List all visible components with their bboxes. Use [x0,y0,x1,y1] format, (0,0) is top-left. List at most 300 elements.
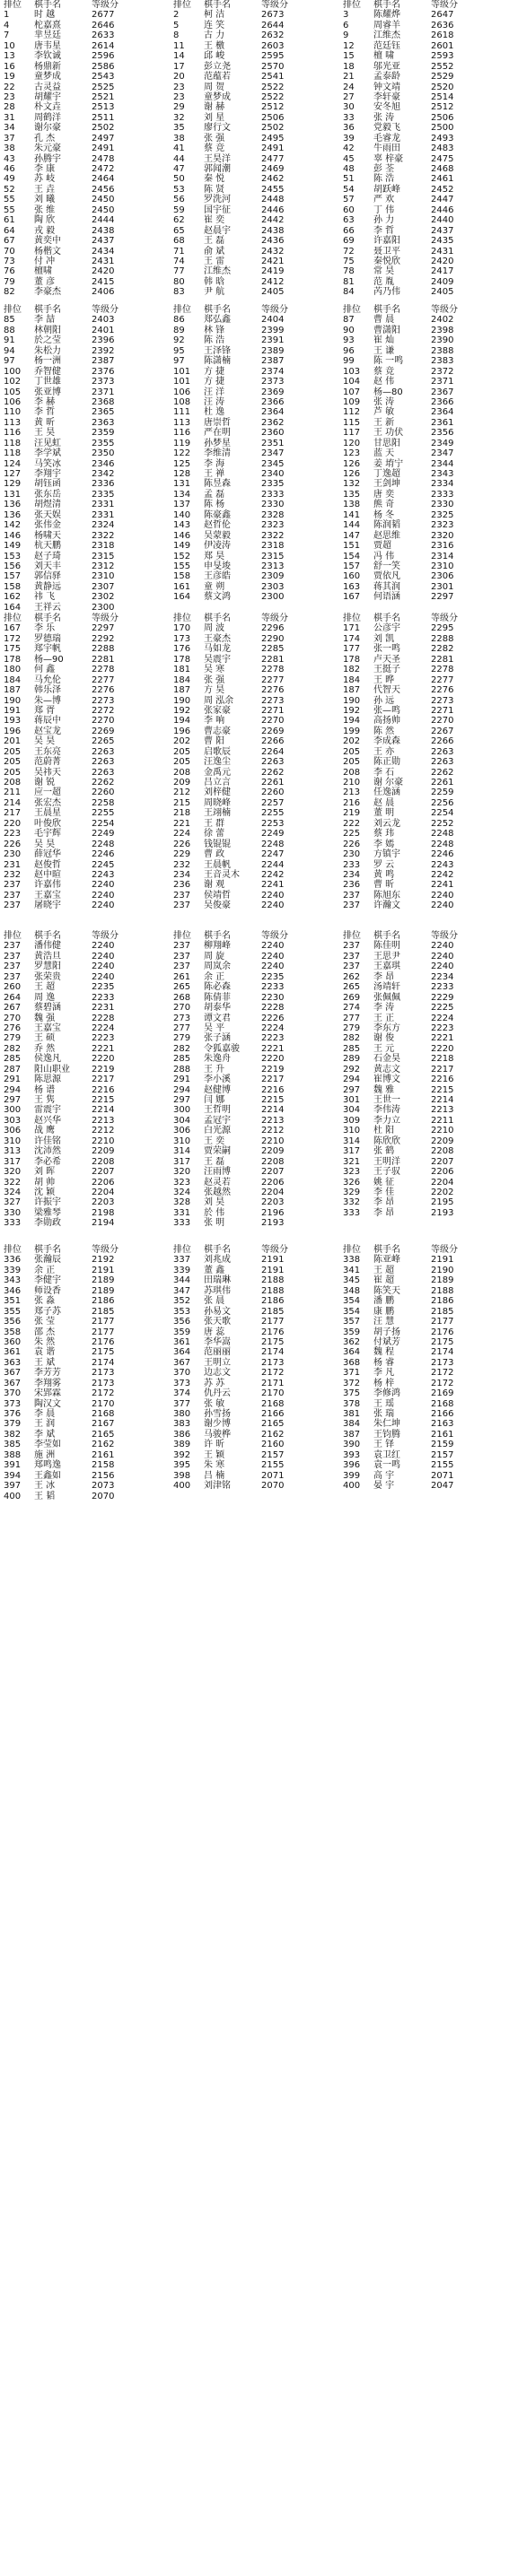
player-name-cell: 黄静远 [34,581,61,592]
rating-cell: 2185 [261,1306,285,1317]
player-row [339,623,509,633]
player-name-cell: 李东方 [373,1023,400,1033]
player-row [0,716,170,726]
rating-cell: 2442 [261,215,285,226]
player-name-cell: 李 哲 [373,225,395,236]
player-row [0,1275,170,1285]
rank-cell: 82 [4,287,15,298]
rating-cell: 2224 [92,1023,115,1033]
player-row [339,592,509,602]
rating-cell: 2167 [92,1419,115,1430]
player-row [339,1208,509,1218]
rank-cell: 97 [4,356,15,367]
rank-cell: 285 [343,1043,361,1054]
player-row [0,377,170,387]
rank-cell: 110 [4,407,22,418]
player-row [339,819,509,829]
rank-cell: 400 [4,1491,22,1501]
rank-cell: 300 [173,1105,191,1116]
player-name-cell: 赵宝龙 [34,726,61,736]
player-name-cell: 吕 楠 [204,1470,225,1481]
rating-cell: 2336 [92,479,115,490]
player-name-cell: 王明立 [204,1357,231,1368]
rating-cell: 2195 [431,1197,454,1208]
rank-cell: 211 [4,788,22,798]
score-header: 等级分 [431,305,458,315]
rating-cell: 2310 [92,571,115,582]
name-header: 棋手名 [34,931,61,941]
rank-cell: 118 [4,448,22,459]
player-row [170,1471,339,1481]
rank-cell: 379 [4,1419,22,1430]
rating-cell: 2196 [261,1207,285,1218]
player-name-cell: 闫 娜 [204,1095,225,1105]
rating-cell: 2491 [92,144,115,154]
score-header: 等级分 [261,0,288,10]
rating-cell: 2177 [431,1317,454,1327]
player-name-cell: 韩乐泽 [34,685,61,696]
rank-cell: 157 [343,561,361,571]
rank-cell: 279 [343,1023,361,1033]
rank-cell: 35 [173,123,185,134]
rating-cell: 2246 [92,849,115,860]
rank-cell: 190 [4,695,22,706]
player-row [0,860,170,870]
rating-cell: 2209 [261,1146,285,1157]
player-name-cell: 刘 曦 [34,195,56,205]
player-row [0,541,170,551]
rating-cell: 2255 [92,808,115,819]
player-row [0,1347,170,1357]
rank-cell: 208 [4,778,22,788]
rank-cell: 15 [343,51,355,62]
rating-cell: 2529 [431,72,454,83]
player-name-cell: 薛冠华 [34,849,61,860]
rating-cell: 2243 [92,869,115,880]
rating-cell: 2172 [431,1378,454,1388]
player-row [170,1337,339,1347]
rating-cell: 2176 [92,1336,115,1347]
player-row [339,367,509,377]
rating-cell: 2228 [92,1013,115,1023]
rank-cell: 119 [173,438,191,448]
rating-cell: 2271 [261,705,285,716]
player-name-cell: 任逸涵 [373,788,400,798]
rank-cell: 33 [343,112,355,123]
rank-cell: 113 [4,417,22,428]
ranking-column [0,305,170,613]
rank-cell: 237 [343,901,361,911]
rank-cell: 229 [173,849,191,860]
rating-cell: 2231 [92,1003,115,1014]
player-name-cell: 王晨帆 [204,859,231,870]
rank-cell: 236 [173,880,191,891]
rating-cell: 2071 [261,1470,285,1481]
rank-cell: 140 [173,509,191,520]
rating-cell: 2225 [431,1003,454,1014]
rating-cell: 2346 [92,458,115,469]
rating-cell: 2242 [431,869,454,880]
rating-cell: 2071 [431,1470,454,1481]
name-header: 棋手名 [34,614,61,623]
rating-cell: 2387 [92,356,115,367]
player-row [0,1208,170,1218]
rank-cell: 100 [4,366,22,377]
player-row [339,266,509,276]
rating-cell: 2512 [261,102,285,113]
player-name-cell: 吴 昊 [34,839,56,849]
rating-cell: 2070 [261,1481,285,1492]
player-row [170,840,339,849]
player-row [170,1358,339,1368]
player-row [0,736,170,746]
rank-cell: 74 [173,256,185,266]
rank-cell: 46 [4,164,15,174]
player-name-cell: 陈笑天 [373,1285,400,1296]
player-name-cell: 陈 一鸣 [373,356,404,367]
rating-cell: 2252 [431,818,454,829]
rating-cell: 2155 [261,1460,285,1471]
rating-cell: 2314 [431,551,454,561]
rating-cell: 2263 [431,746,454,757]
rating-cell: 2234 [431,971,454,982]
rank-cell: 395 [173,1460,191,1471]
player-row [339,257,509,266]
name-header: 棋手名 [204,0,231,10]
rank-cell: 237 [173,962,191,972]
player-name-cell: 范蔚菁 [34,757,61,768]
player-name-cell: 苏琪伟 [204,1285,231,1296]
player-row [339,1296,509,1306]
rank-cell: 21 [343,72,355,83]
player-name-cell: 谢少博 [204,1419,231,1430]
player-row [0,326,170,335]
rank-cell: 173 [173,633,191,644]
player-name-cell: 时 越 [34,10,56,21]
rating-cell: 2211 [431,1115,454,1126]
player-row [170,1023,339,1033]
player-name-cell: 苏 岐 [34,174,56,185]
rating-cell: 2438 [92,225,115,236]
player-row [170,469,339,479]
rating-cell: 2323 [431,520,454,531]
rating-cell: 2223 [92,1033,115,1044]
rating-cell: 2419 [261,266,285,277]
rank-cell: 306 [173,1126,191,1136]
rank-cell: 287 [4,1064,22,1075]
rank-cell: 373 [4,1398,22,1409]
rating-cell: 2514 [431,91,454,102]
player-name-cell: 王 亦 [373,746,395,757]
rank-cell: 392 [173,1449,191,1460]
player-row [0,706,170,716]
rank-cell: 184 [173,674,191,685]
rank-cell: 156 [4,561,22,571]
rating-cell: 2355 [92,438,115,448]
name-header: 棋手名 [373,0,400,10]
player-name-cell: 李 昂 [373,971,395,982]
rank-cell: 137 [173,500,191,510]
rank-cell: 67 [4,236,15,247]
rating-cell: 2371 [92,387,115,397]
rank-cell: 106 [173,387,191,397]
player-name-cell: 陈思源 [34,1075,61,1085]
player-name-cell: 马骏桦 [204,1429,231,1440]
rank-cell: 285 [4,1054,22,1065]
ranking-column [339,614,509,911]
rank-cell: 352 [173,1296,191,1307]
rank-cell: 115 [343,417,361,428]
player-row [339,1358,509,1368]
player-name-cell: 王 升 [204,1064,225,1075]
player-row [0,346,170,356]
rank-cell: 222 [343,818,361,829]
player-row [170,102,339,112]
name-header: 棋手名 [204,614,231,623]
rank-cell: 297 [4,1095,22,1105]
rating-cell: 2206 [92,1177,115,1188]
rating-cell: 2169 [431,1388,454,1399]
player-row [339,860,509,870]
rank-cell: 39 [343,133,355,144]
rating-cell: 2198 [92,1207,115,1218]
player-row [339,665,509,674]
player-name-cell: 启歌辰 [204,746,231,757]
player-row [170,1014,339,1023]
player-row [0,397,170,407]
rank-cell: 383 [173,1419,191,1430]
player-name-cell: 陈润韬 [373,520,400,531]
player-row [339,418,509,428]
rating-cell: 2240 [261,962,285,972]
player-name-cell: 郭信驿 [34,571,61,582]
player-row [339,582,509,592]
player-name-cell: 张天歌 [204,1317,231,1327]
rank-cell: 320 [173,1167,191,1178]
player-name-cell: 汪 慧 [373,1317,395,1327]
player-row [339,439,509,448]
rating-cell: 2278 [261,665,285,675]
rating-cell: 2240 [92,962,115,972]
player-name-cell: 袁卫红 [373,1449,400,1460]
rating-cell: 2376 [92,366,115,377]
rank-cell: 134 [173,489,191,500]
player-row [170,1460,339,1470]
player-row [0,144,170,153]
player-name-cell: 李 石 [373,767,395,778]
player-name-cell: 卢天圣 [373,654,400,665]
player-name-cell: 孟泰龄 [373,72,400,83]
rank-cell: 359 [173,1327,191,1337]
player-row [0,195,170,205]
player-name-cell: 孙 远 [373,695,395,706]
player-row [0,1460,170,1470]
player-name-cell: 崔 灿 [373,335,395,346]
player-row [339,1167,509,1177]
ranking-column [170,931,339,1229]
rank-cell: 346 [4,1285,22,1296]
rank-cell: 57 [343,195,355,205]
player-name-cell: 贾荣嗣 [204,1146,231,1157]
player-row [339,747,509,757]
player-name-cell: 范丽丽 [204,1347,231,1358]
rating-cell: 2335 [261,479,285,490]
player-name-cell: 马允伦 [34,674,61,685]
block-ranks-237-335 [0,931,509,1229]
player-name-cell: 张瀚辰 [34,1255,61,1266]
rank-cell: 17 [173,61,185,72]
rank-cell: 358 [4,1327,22,1337]
rank-cell: 8 [173,30,180,41]
rating-cell: 2189 [92,1285,115,1296]
rank-cell: 116 [4,428,22,439]
player-row [339,552,509,561]
rating-cell: 2177 [92,1327,115,1337]
rank-cell: 216 [343,797,361,808]
rank-cell: 205 [343,757,361,768]
player-row [0,1033,170,1043]
player-name-cell: 郭闻潮 [204,164,231,174]
rating-cell: 2522 [261,82,285,92]
player-row [339,736,509,746]
rank-cell: 6 [343,20,349,30]
rating-cell: 2438 [261,225,285,236]
player-row [339,1327,509,1337]
rank-cell: 42 [343,144,355,154]
rank-cell: 103 [343,366,361,377]
rating-cell: 2409 [431,276,454,287]
player-row [170,41,339,51]
player-name-cell: 罗德瑞 [34,633,61,644]
player-row [339,30,509,40]
rating-cell: 2444 [92,215,115,226]
player-name-cell: 王钧腾 [373,1429,400,1440]
rating-cell: 2420 [431,256,454,266]
player-row [170,1003,339,1013]
rating-cell: 2210 [92,1136,115,1146]
player-row [339,1146,509,1156]
rating-cell: 2209 [92,1146,115,1157]
player-name-cell: 王 颖 [204,1449,225,1460]
player-row [339,164,509,174]
player-name-cell: 李豪杰 [34,287,61,298]
player-name-cell: 李 晨 [34,1409,56,1419]
rating-cell: 2160 [261,1440,285,1450]
player-name-cell: 宋郢霖 [34,1388,61,1399]
player-name-cell: 王 超 [373,1265,395,1275]
player-name-cell: 彭 荃 [373,164,395,174]
player-name-cell: 乔智健 [34,366,61,377]
player-name-cell: 李 嫣 [373,839,395,849]
rank-cell: 233 [343,859,361,870]
rank-cell: 361 [4,1347,22,1358]
player-row [0,603,170,613]
player-name-cell: 王晨星 [34,808,61,819]
rating-cell: 2404 [261,315,285,326]
player-row [170,154,339,164]
rank-cell: 192 [173,705,191,716]
player-name-cell: 丁逸超 [373,469,400,479]
player-row [170,747,339,757]
player-row [339,1388,509,1398]
column-header [0,614,170,623]
player-row [339,72,509,82]
player-name-cell: 沈 颖 [34,1187,56,1197]
player-name-cell: 王 韬 [34,1491,56,1501]
player-row [170,459,339,469]
player-name-cell: 周晓峰 [204,797,231,808]
rank-cell: 141 [343,509,361,520]
rating-cell: 2210 [261,1136,285,1146]
rating-cell: 2446 [261,205,285,215]
rank-cell: 196 [4,726,22,736]
player-name-cell: 杨—80 [373,387,403,397]
player-row [0,982,170,992]
player-name-cell: 白光源 [204,1126,231,1136]
rating-cell: 2207 [92,1167,115,1178]
player-name-cell: 邵 杰 [34,1327,56,1337]
rating-cell: 2646 [92,20,115,30]
rank-cell: 381 [343,1409,361,1419]
rank-cell: 112 [343,407,361,418]
rating-cell: 2270 [92,716,115,727]
player-name-cell: 雷震宇 [34,1105,61,1116]
rating-cell: 2366 [261,396,285,407]
rank-cell: 54 [343,184,355,195]
rank-cell: 368 [343,1357,361,1368]
player-name-cell: 姜 堉宁 [373,458,404,469]
player-row [0,1337,170,1347]
rank-cell: 136 [4,500,22,510]
rating-cell: 2215 [261,1095,285,1105]
rating-cell: 2335 [92,489,115,500]
player-row [0,1218,170,1228]
player-name-cell: 童梦成 [204,91,231,102]
rank-cell: 23 [173,82,185,92]
column-header [0,1245,170,1255]
player-row [0,102,170,112]
rating-cell: 2401 [92,325,115,335]
rank-cell: 41 [173,144,185,154]
rank-cell: 178 [4,654,22,665]
rank-cell: 158 [173,571,191,582]
player-name-cell: 甘思阳 [373,438,400,448]
rank-cell: 131 [173,479,191,490]
rank-header: 排位 [173,0,191,10]
player-row [339,634,509,644]
player-name-cell: 方镇宇 [373,849,400,860]
rating-cell: 2219 [261,1064,285,1075]
player-name-cell: 陶汉文 [34,1398,61,1409]
name-header: 棋手名 [34,0,61,10]
rank-cell: 18 [343,61,355,72]
player-row [339,1430,509,1440]
player-row [0,582,170,592]
rank-cell: 274 [343,1003,361,1014]
rank-cell: 217 [4,808,22,819]
player-name-cell: 公彦宇 [373,623,400,634]
score-header: 等级分 [261,614,288,623]
rating-cell: 2162 [92,1440,115,1450]
rating-cell: 2552 [431,61,454,72]
player-row [339,531,509,541]
player-row [170,377,339,387]
rank-cell: 117 [343,428,361,439]
rank-cell: 264 [4,992,22,1003]
player-name-cell: 曹 阳 [204,736,225,747]
player-row [339,154,509,164]
rank-cell: 63 [343,215,355,226]
